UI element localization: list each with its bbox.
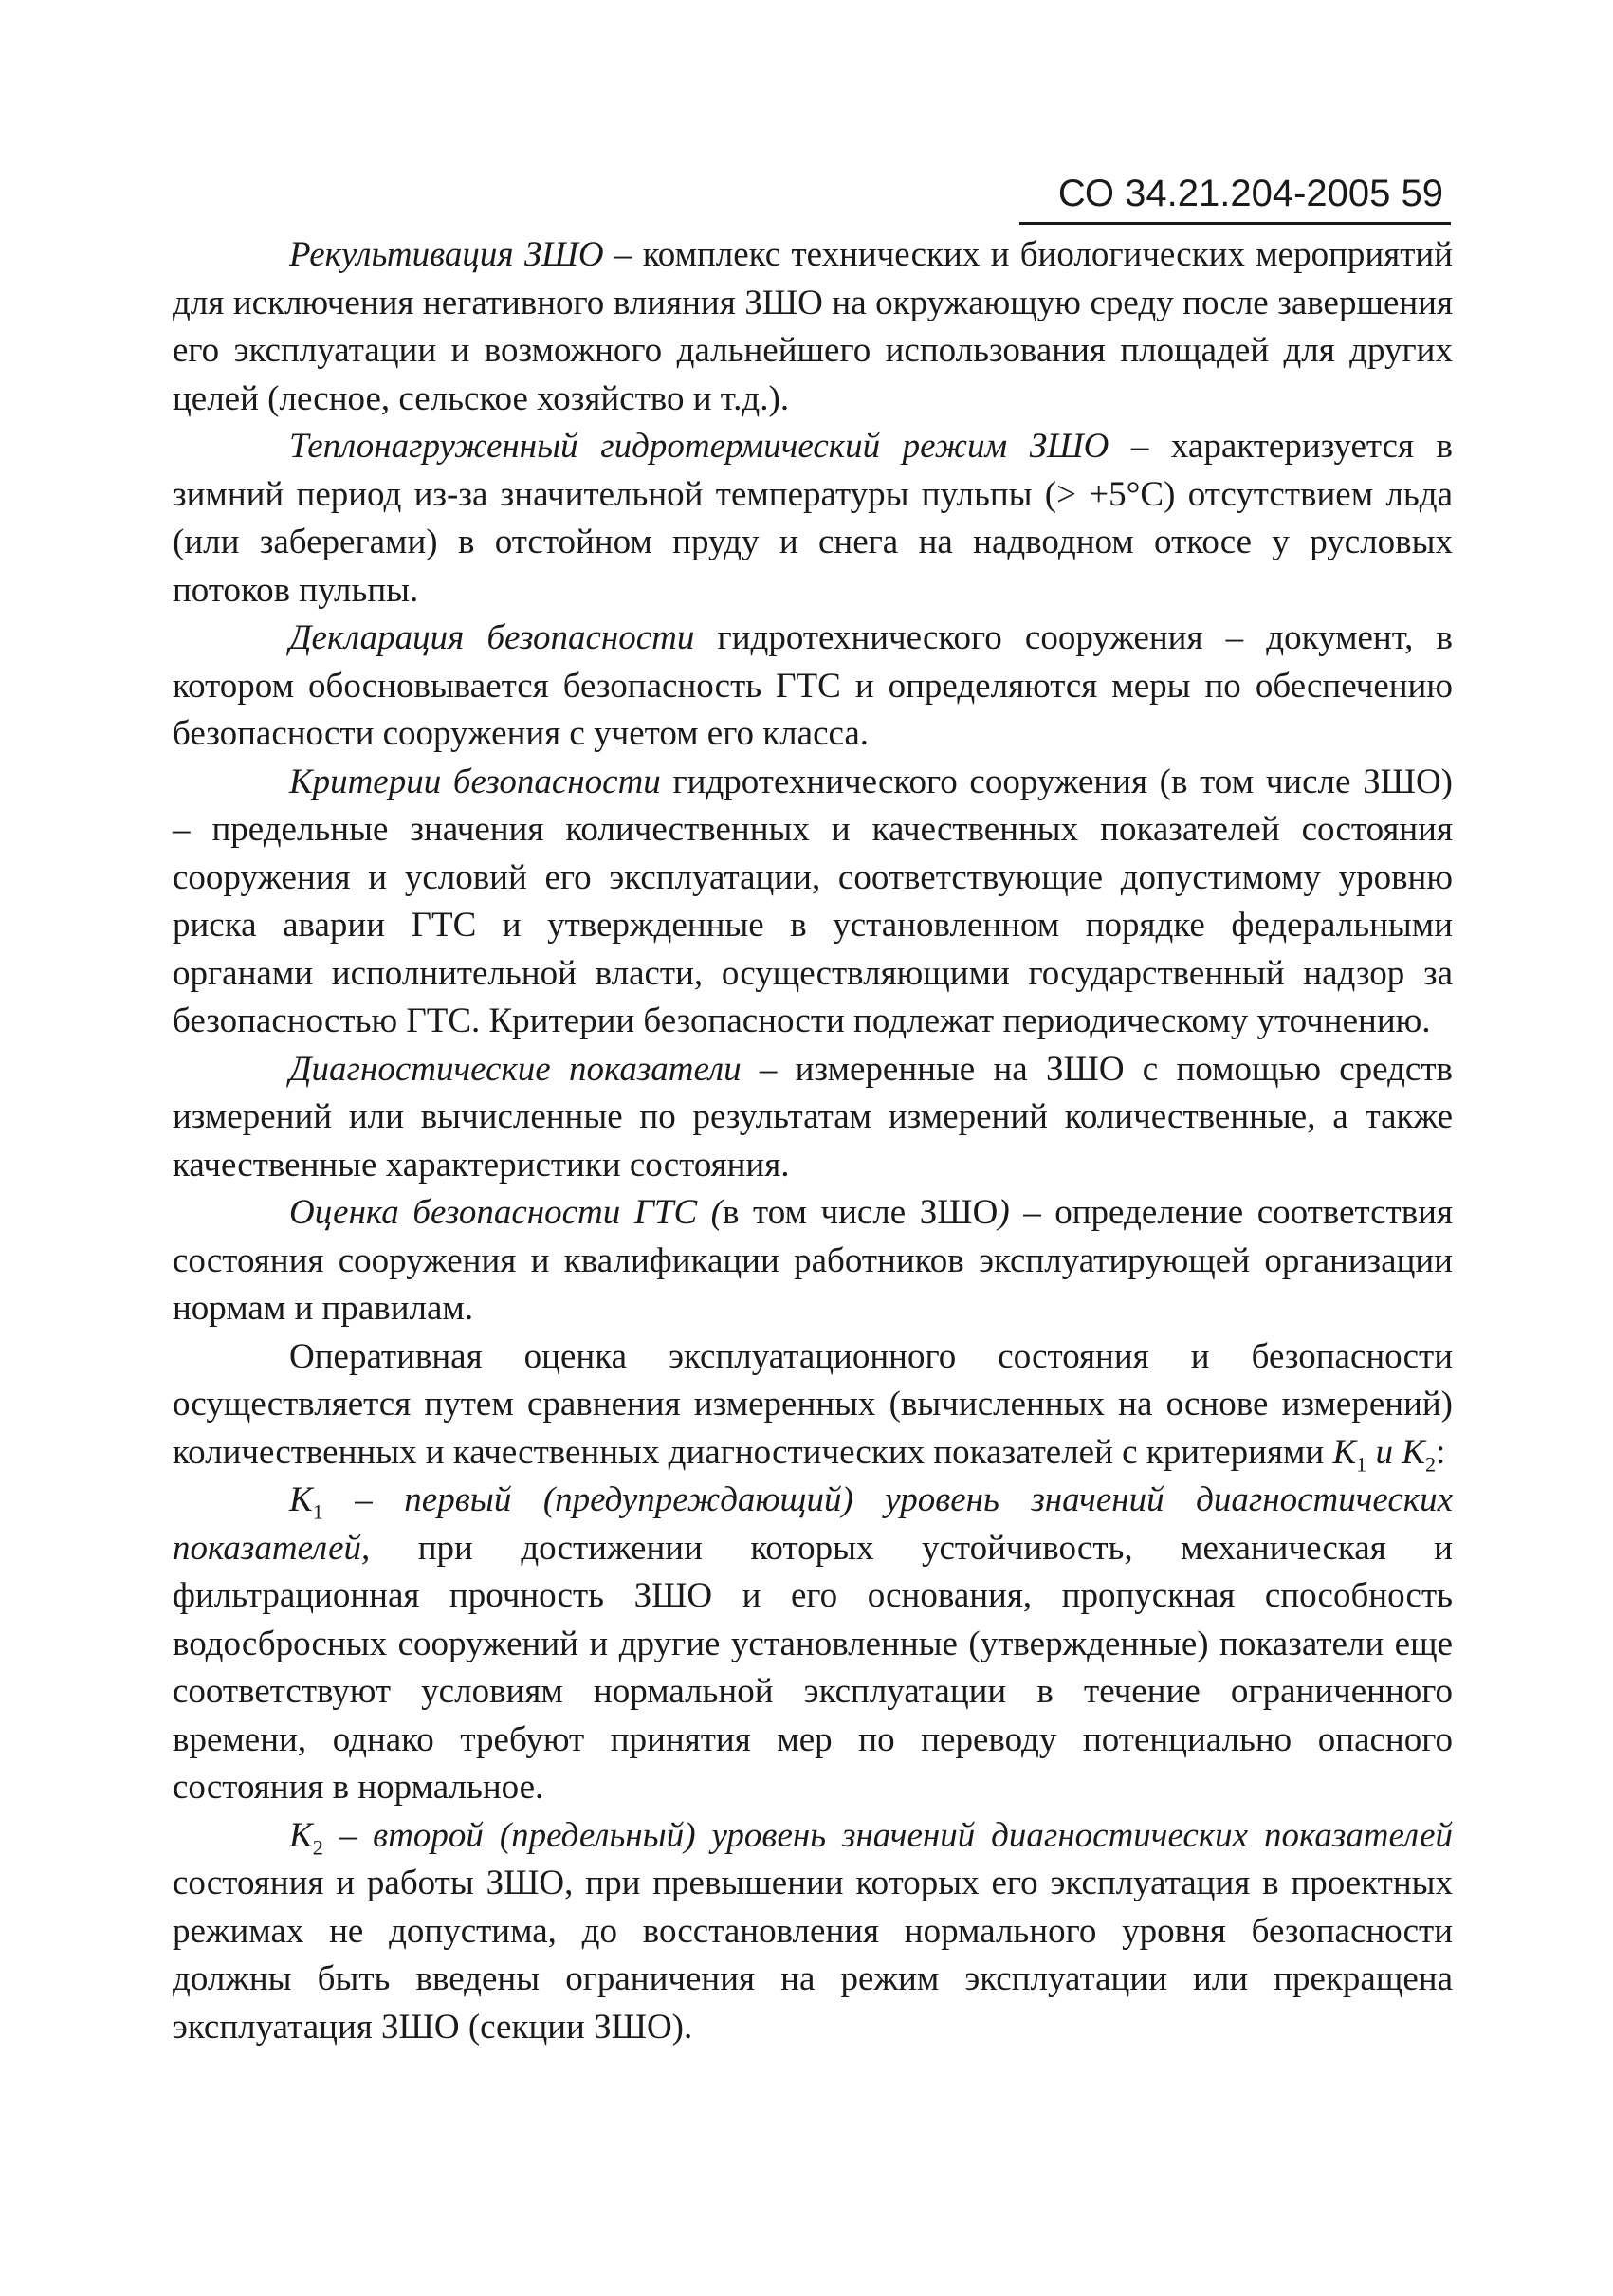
page-header — [1019, 169, 1451, 225]
term: Рекультивация ЗШО — [289, 235, 604, 274]
term: – первый (предупреждающий) уровень значений диагностических показателей, — [173, 1480, 1453, 1568]
paragraph-safety-declaration — [173, 615, 1453, 759]
colon: : — [1436, 1432, 1446, 1472]
term: Оценка безопасности ГТС ( — [289, 1193, 723, 1232]
definition: при достижении которых устойчивость, механическая и фильтрационная прочность ЗШО и его основания, пропускная способность водосбросных сооружений и другие установленные (утвержденные) показатели еще соответствуют условиям нормальной эксплуатации в течение ограниченного времени, однако требуют принятия мер по переводу потенциально опасного состояния в нормальное. — [173, 1528, 1453, 1807]
term: – второй (предельный) уровень значений диагностических показателей — [322, 1815, 1453, 1855]
criterion-subscript: 1 — [312, 1499, 323, 1524]
term-close: ) — [998, 1193, 1010, 1232]
document-code-and-page-number: СО 34.21.204-2005 59 — [1057, 173, 1443, 214]
paragraph-thermal-regime — [173, 423, 1453, 615]
term-clarification: в том числе ЗШО — [723, 1193, 999, 1232]
term: Декларация безопасности — [289, 618, 695, 657]
term: Критерии безопасности — [289, 762, 661, 801]
criterion-subscript: 1 — [1356, 1451, 1367, 1476]
document-body — [173, 231, 1453, 2051]
criterion-k-symbol: K — [289, 1815, 313, 1855]
term: Теплонагруженный гидротермический режим ЗШО — [289, 427, 1109, 466]
paragraph-k1 — [173, 1477, 1453, 1812]
paragraph-text: Оперативная оценка эксплуатационного состояния и безопасности осуществляется путем сравнения измеренных (вычисленных на основе измерений) количественных и качественных диагностических показателей с критериями — [173, 1336, 1453, 1472]
criterion-k-symbol: K — [289, 1480, 313, 1519]
paragraph-k2 — [173, 1812, 1453, 2052]
criterion-k-symbol: K — [1332, 1432, 1357, 1472]
paragraph-safety-assessment — [173, 1189, 1453, 1333]
definition: – измеренные на ЗШО с помощью средств измерений или вычисленные по результатам измерений количественные, а также качественные характеристики состояния. — [173, 1049, 1453, 1185]
paragraph-diagnostic-indicators — [173, 1046, 1453, 1190]
term: Диагностические показатели — [289, 1049, 742, 1089]
criterion-subscript: 2 — [1424, 1451, 1437, 1476]
definition: гидротехнического сооружения (в том числе ЗШО) – предельные значения количественных и качественных показателей состояния сооружения и условий его эксплуатации, соответствующие допустимому уровню риска аварии ГТС и утвержденные в установленном порядке федеральными органами исполнительной власти, осуществляющими государственный надзор за безопасностью ГТС. Критерии безопасности подлежат периодическому уточнению. — [173, 762, 1453, 1040]
paragraph-recultivation — [173, 231, 1453, 423]
criterion-subscript: 2 — [312, 1834, 323, 1859]
paragraph-safety-criteria — [173, 759, 1453, 1046]
criterion-k-symbol: K — [1402, 1432, 1425, 1472]
paragraph-operational-assessment — [173, 1333, 1453, 1478]
definition: – характеризуется в зимний период из-за значительной температуры пульпы (> +5°C) отсутствием льда (или заберегами) в отстойном пруду и снега на надводном откосе у русловых потоков пульпы. — [173, 427, 1454, 610]
definition: гидротехнического сооружения – документ, в котором обосновывается безопасность ГТС и определяются меры по обеспечению безопасности сооружения с учетом его класса. — [173, 618, 1453, 753]
definition: – определение соответствия состояния сооружения и квалификации работников эксплуатирующей организации нормам и правилам. — [173, 1193, 1453, 1328]
conjunction: и — [1366, 1432, 1402, 1472]
definition: состояния и работы ЗШО, при превышении которых его эксплуатация в проектных режимах не допустима, до восстановления нормального уровня безопасности должны быть введены ограничения на режим эксплуатации или прекращена эксплуатация ЗШО (секции ЗШО). — [173, 1864, 1453, 2047]
definition: – комплекс технических и биологических мероприятий для исключения негативного влияния ЗШО на окружающую среду после завершения его эксплуатации и возможного дальнейшего использования площадей для других целей (лесное, сельское хозяйство и т.д.). — [173, 235, 1453, 418]
